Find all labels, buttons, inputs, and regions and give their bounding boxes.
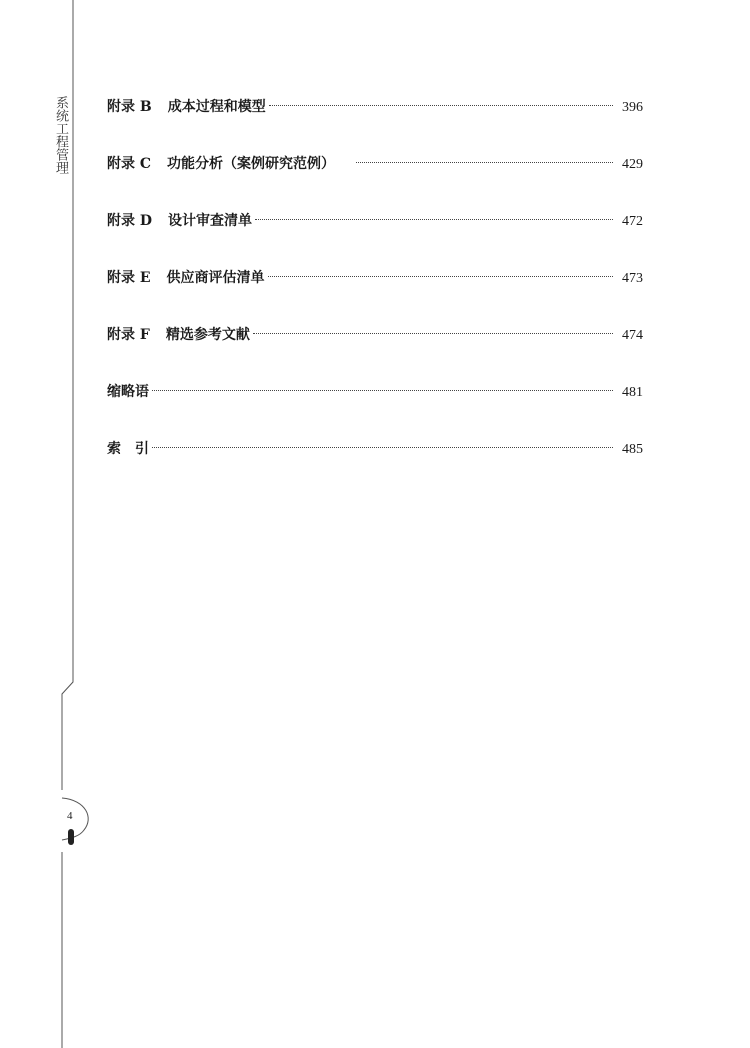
toc-entry[interactable] <box>107 96 643 116</box>
toc-entry[interactable] <box>107 210 643 230</box>
dot-leader <box>356 161 613 163</box>
page-tab-marker <box>68 829 74 845</box>
dot-leader <box>152 446 613 448</box>
toc-entry-title: 供应商评估清单 <box>166 270 265 286</box>
toc-entry-page: 472 <box>622 214 643 229</box>
running-title-vertical: 系统工程管理 <box>53 96 68 174</box>
dot-leader <box>255 218 613 220</box>
toc-entry-title: 设计审查清单 <box>168 213 253 229</box>
toc-entry-page: 473 <box>622 271 643 286</box>
toc-entry-prefix: 附录 D <box>107 213 153 229</box>
table-of-contents <box>107 96 643 458</box>
toc-entry[interactable] <box>107 324 643 344</box>
toc-entry-title: 成本过程和模型 <box>167 99 266 115</box>
toc-entry[interactable] <box>107 381 643 401</box>
toc-entry[interactable] <box>107 153 643 173</box>
toc-entry-prefix: 附录 F <box>107 327 150 343</box>
toc-entry[interactable] <box>107 438 643 458</box>
toc-entry-prefix: 附录 C <box>107 156 152 172</box>
toc-entry-page: 396 <box>622 100 643 115</box>
page-number: 4 <box>67 810 73 822</box>
toc-entry-title: 功能分析（案例研究范例） <box>167 156 336 172</box>
dot-leader <box>253 332 613 334</box>
toc-entry-page: 481 <box>622 385 643 400</box>
toc-entry-prefix: 附录 E <box>107 270 151 286</box>
toc-entry-title: 索 引 <box>107 441 149 457</box>
toc-entry-prefix: 附录 B <box>107 99 152 115</box>
dot-leader <box>269 104 613 106</box>
toc-entry-page: 474 <box>622 328 643 343</box>
dot-leader <box>152 389 613 391</box>
toc-entry-page: 429 <box>622 157 643 172</box>
toc-entry-page: 485 <box>622 442 643 457</box>
dot-leader <box>268 275 613 277</box>
toc-entry-title: 精选参考文献 <box>165 327 250 343</box>
toc-entry-title: 缩略语 <box>107 384 149 400</box>
toc-entry[interactable] <box>107 267 643 287</box>
